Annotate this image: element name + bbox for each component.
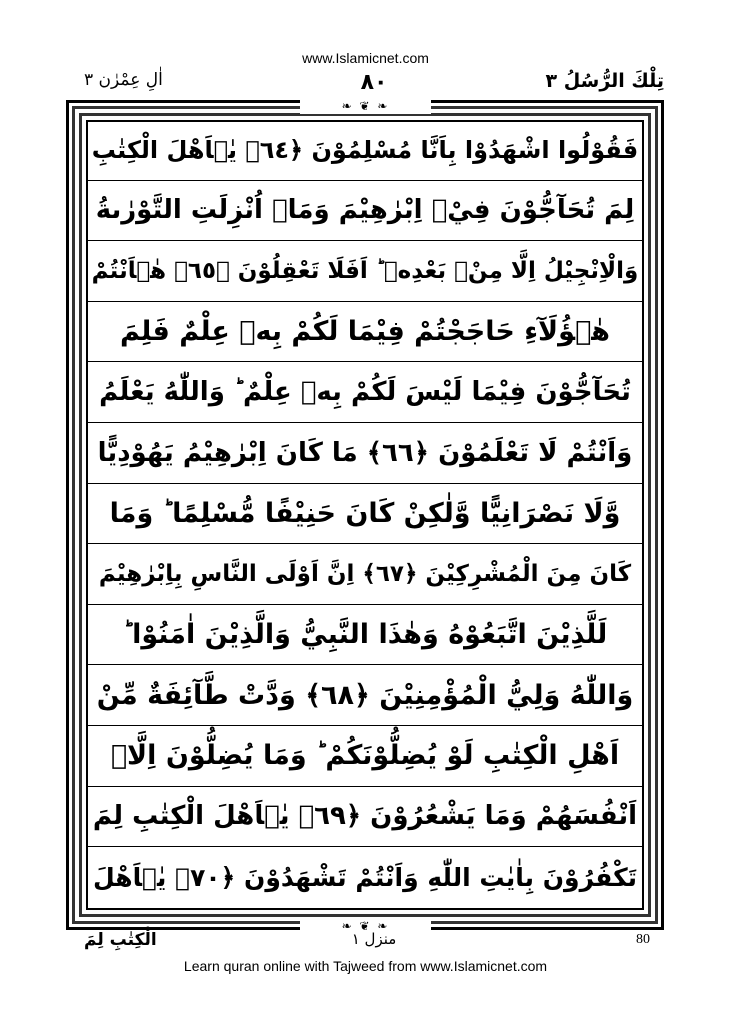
text-line: وَّلَا نَصْرَانِيًّا وَّلٰكِنْ كَانَ حَنِيْفًا مُّسْلِمًا ؕ وَمَا: [86, 484, 644, 545]
bottom-ornament-icon: ❧ ❦ ❧: [300, 918, 431, 934]
catchword: الْكِتٰبِ لِمَ: [84, 930, 157, 950]
manzil-label: منزل ١: [351, 930, 397, 948]
text-line: وَاللّٰهُ وَلِيُّ الْمُؤْمِنِيْنَ ﴿٦٨﴾ وَدَّتْ طَّآئِفَةٌ مِّنْ: [86, 665, 644, 726]
text-line: وَالْاِنْجِيْلُ اِلَّا مِنْۢ بَعْدِهٖ ؕ اَفَلَا تَعْقِلُوْنَ ﴿٦٥﴾ هٰۤاَنْتُمْ: [86, 241, 644, 302]
text-line: لَلَّذِيْنَ اتَّبَعُوْهُ وَهٰذَا النَّبِيُّ وَالَّذِيْنَ اٰمَنُوْا ؕ: [86, 605, 644, 666]
surah-name: اٰلِ عِمْرٰن ٣: [84, 70, 163, 90]
site-url[interactable]: www.Islamicnet.com: [302, 50, 429, 66]
page-header: [84, 70, 664, 98]
text-line: اَهْلِ الْكِتٰبِ لَوْ يُضِلُّوْنَكُمْ ؕ وَمَا يُضِلُّوْنَ اِلَّاۤ: [86, 726, 644, 787]
learn-quran-link[interactable]: Learn quran online with Tajweed from www.Islamicnet.com: [183, 958, 548, 974]
top-ornament-icon: ❧ ❦ ❧: [300, 98, 431, 114]
text-line: تُحَآجُّوْنَ فِيْمَا لَيْسَ لَكُمْ بِهٖ عِلْمٌ ؕ وَاللّٰهُ يَعْلَمُ: [86, 362, 644, 423]
juz-name: تِلْكَ الرُّسُلُ ٣: [545, 70, 664, 92]
text-line: لِمَ تُحَآجُّوْنَ فِيْۤ اِبْرٰهِيْمَ وَمَاۤ اُنْزِلَتِ التَّوْرٰىةُ: [86, 181, 644, 242]
page-footer: [84, 930, 664, 954]
page-number: 80: [636, 932, 650, 947]
text-line: هٰۤؤُلَآءِ حَاجَجْتُمْ فِيْمَا لَكُمْ بِهٖ عِلْمٌ فَلِمَ: [86, 302, 644, 363]
text-line: فَقُوْلُوا اشْهَدُوْا بِاَنَّا مُسْلِمُوْنَ ﴿٦٤﴾ يٰۤاَهْلَ الْكِتٰبِ: [86, 120, 644, 181]
text-line: كَانَ مِنَ الْمُشْرِكِيْنَ ﴿٦٧﴾ اِنَّ اَوْلَى النَّاسِ بِاِبْرٰهِيْمَ: [86, 544, 644, 605]
quran-text-block: [86, 120, 644, 910]
text-line: وَاَنْتُمْ لَا تَعْلَمُوْنَ ﴿٦٦﴾ مَا كَانَ اِبْرٰهِيْمُ يَهُوْدِيًّا: [86, 423, 644, 484]
text-line: تَكْفُرُوْنَ بِاٰيٰتِ اللّٰهِ وَاَنْتُمْ تَشْهَدُوْنَ ﴿٧٠﴾ يٰۤاَهْلَ: [92, 862, 638, 892]
text-line: اَنْفُسَهُمْ وَمَا يَشْعُرُوْنَ ﴿٦٩﴾ يٰۤاَهْلَ الْكِتٰبِ لِمَ: [86, 787, 644, 848]
page-number-arabic: ٨٠: [360, 70, 388, 95]
